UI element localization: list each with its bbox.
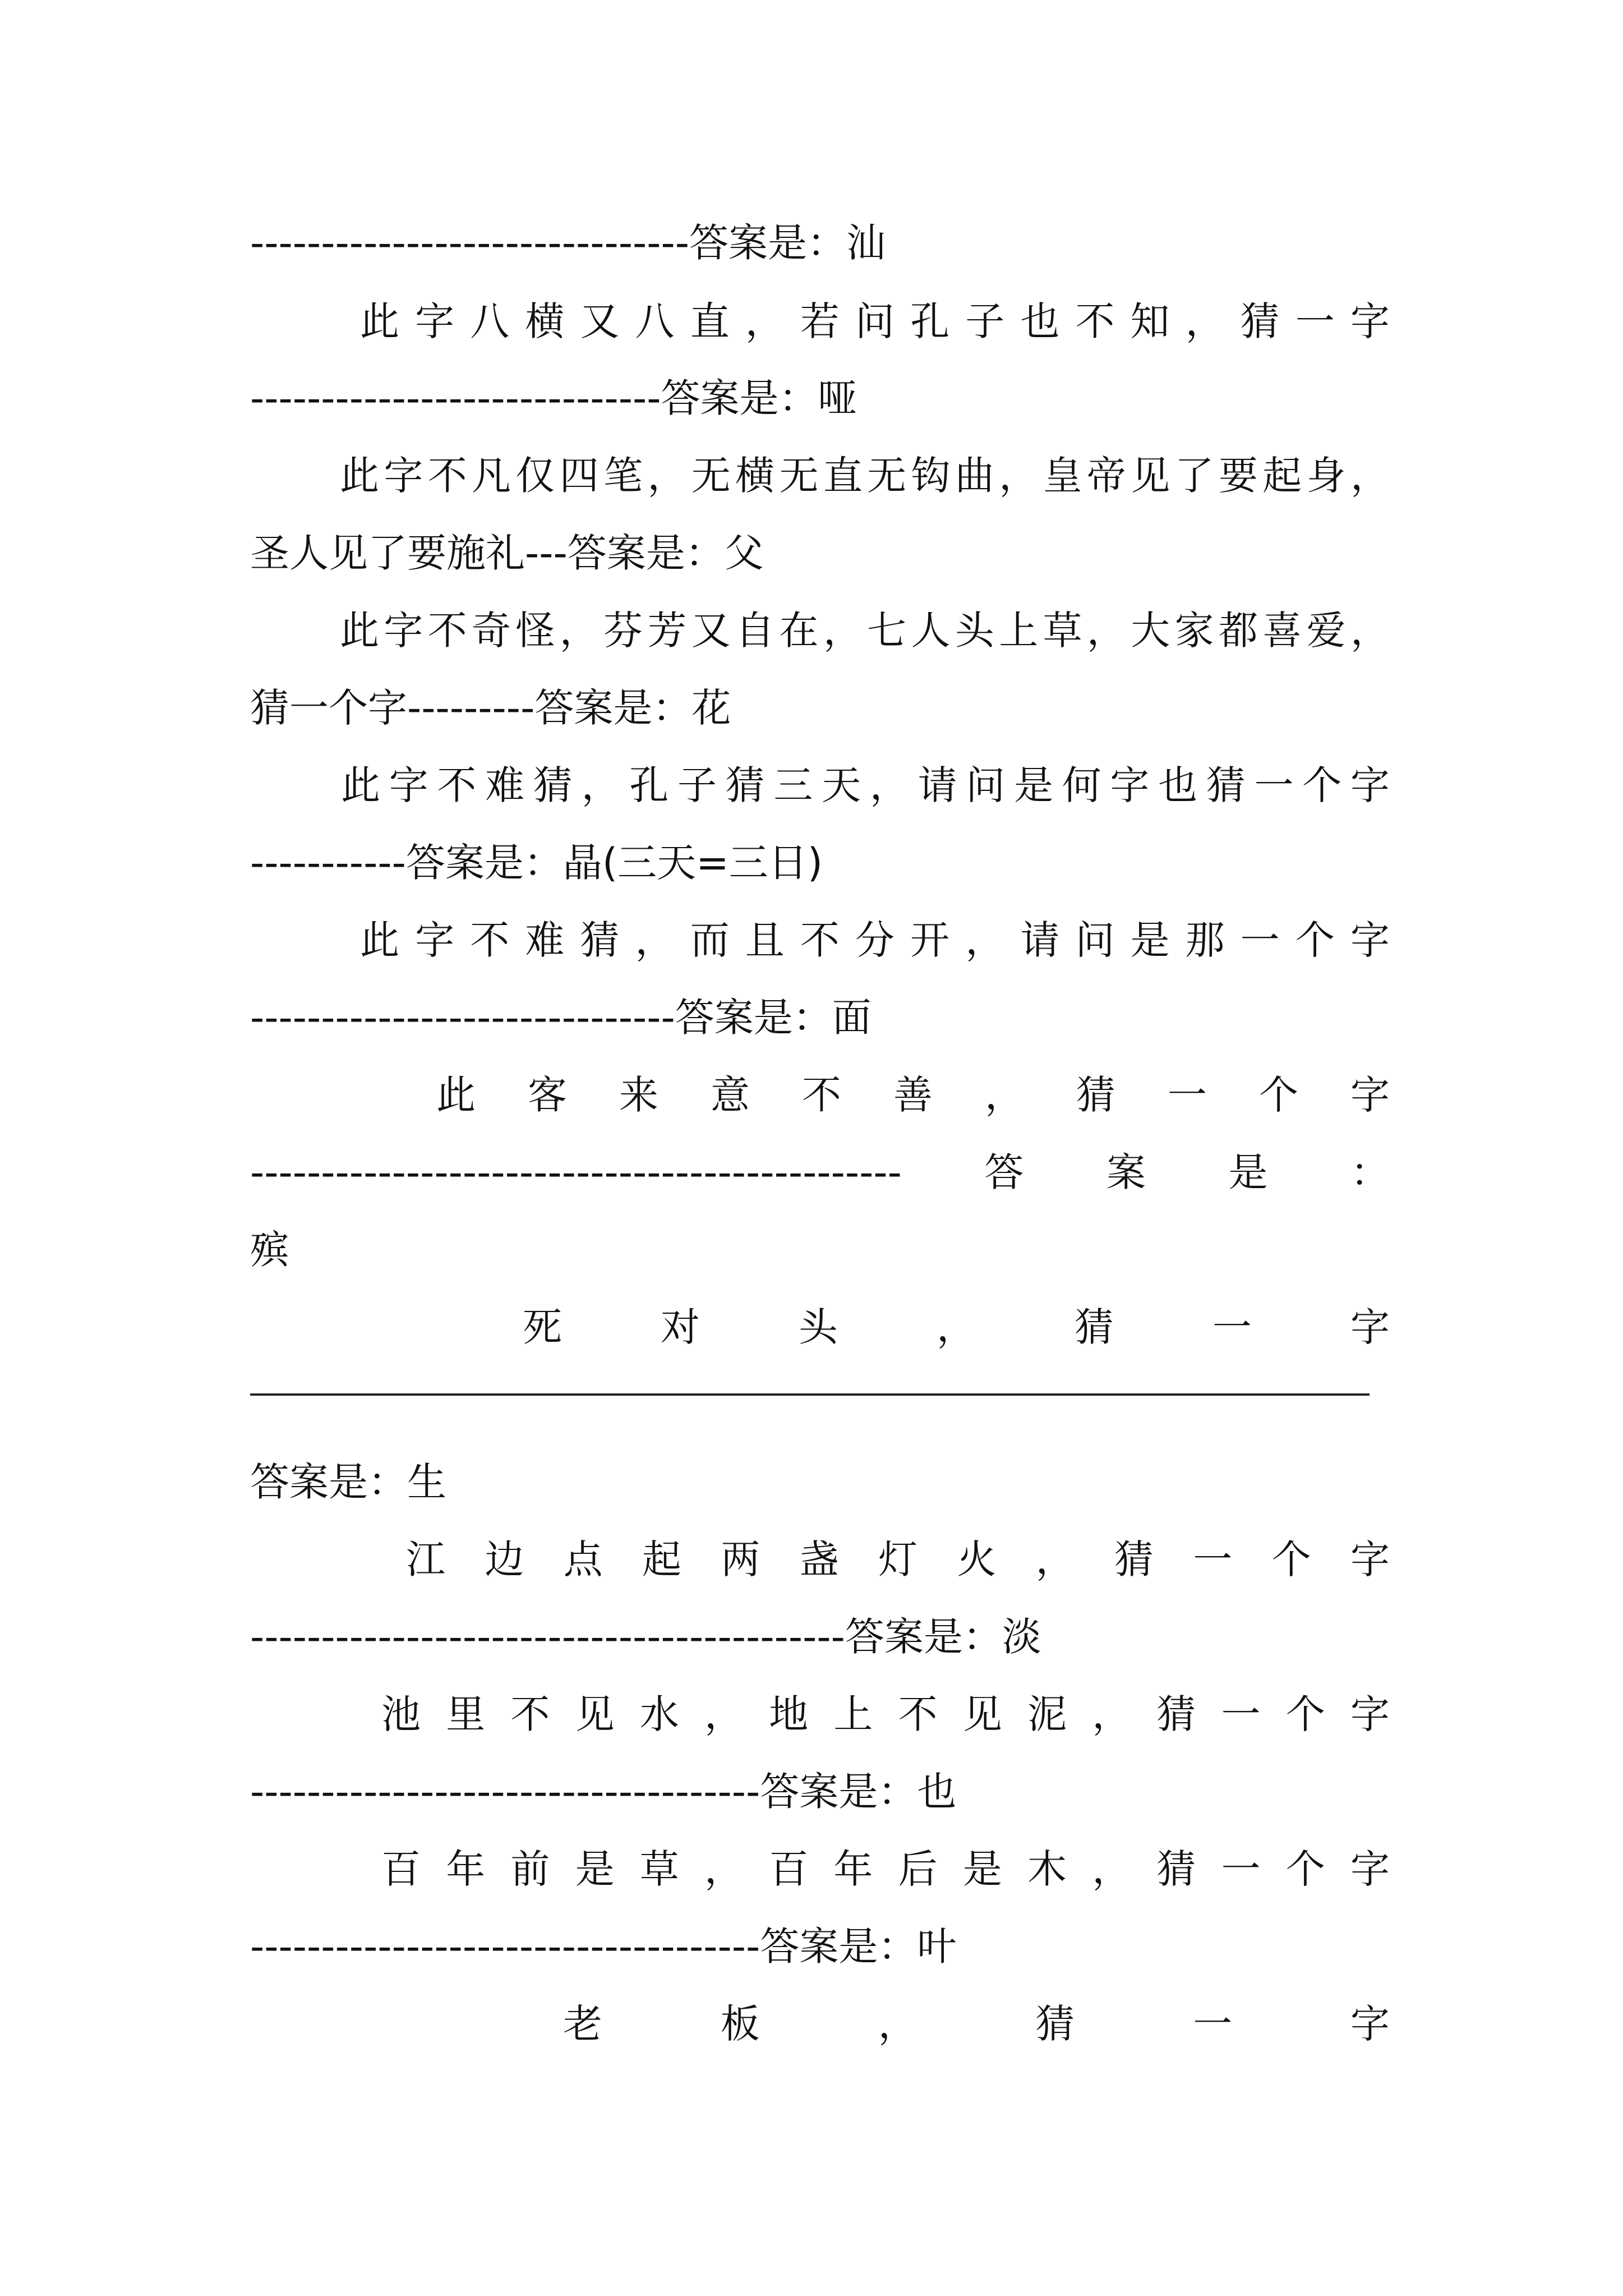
answer-line: ------------------------------------答案是：叶 xyxy=(250,1924,957,1970)
answer-line: 猜一个字---------答案是：花 xyxy=(250,685,731,731)
riddle-line: 死对头，猜一字 xyxy=(523,1304,1390,1350)
riddle-line: 江边点起两盏灯火，猜一个字 xyxy=(406,1536,1390,1582)
answer-line: -----------------------------答案是：哑 xyxy=(250,375,857,421)
answer-line: ----------------------------------------------答案是： xyxy=(250,1149,1390,1195)
riddle-line: 池里不见水，地上不见泥，猜一个字 xyxy=(381,1691,1390,1737)
answer-line: ------------------------------答案是：面 xyxy=(250,995,872,1041)
riddle-line: 此字不奇怪，芬芳又自在，七人头上草，大家都喜爱， xyxy=(340,608,1390,654)
answer-line: ------------------------------------答案是：也 xyxy=(250,1769,957,1815)
dash-rule xyxy=(250,1393,1370,1396)
riddle-line: 此字不难猜，而且不分开，请问是那一个字 xyxy=(360,917,1390,963)
riddle-line: 此字不凡仅四笔，无横无直无钩曲，皇帝见了要起身， xyxy=(340,453,1390,499)
answer-line: 答案是：生 xyxy=(250,1459,446,1505)
answer-line: 圣人见了要施礼---答案是：父 xyxy=(250,530,764,576)
riddle-line: 此字不难猜，孔子猜三天，请问是何字也猜一个字 xyxy=(341,762,1390,808)
answer-text: 殡 xyxy=(250,1227,289,1273)
answer-line: ------------------------------------------答案是：淡 xyxy=(250,1614,1041,1660)
answer-line: -----------答案是：晶(三天=三日) xyxy=(250,840,823,886)
text-line: -------------------------------答案是：汕 xyxy=(250,220,886,266)
riddle-line: 老板，猜一字 xyxy=(563,2001,1390,2047)
riddle-line: 此字八横又八直，若问孔子也不知，猜一字 xyxy=(360,298,1390,344)
riddle-line: 此客来意不善，猜一个字 xyxy=(436,1072,1390,1118)
riddle-line: 百年前是草，百年后是木，猜一个字 xyxy=(381,1846,1390,1892)
